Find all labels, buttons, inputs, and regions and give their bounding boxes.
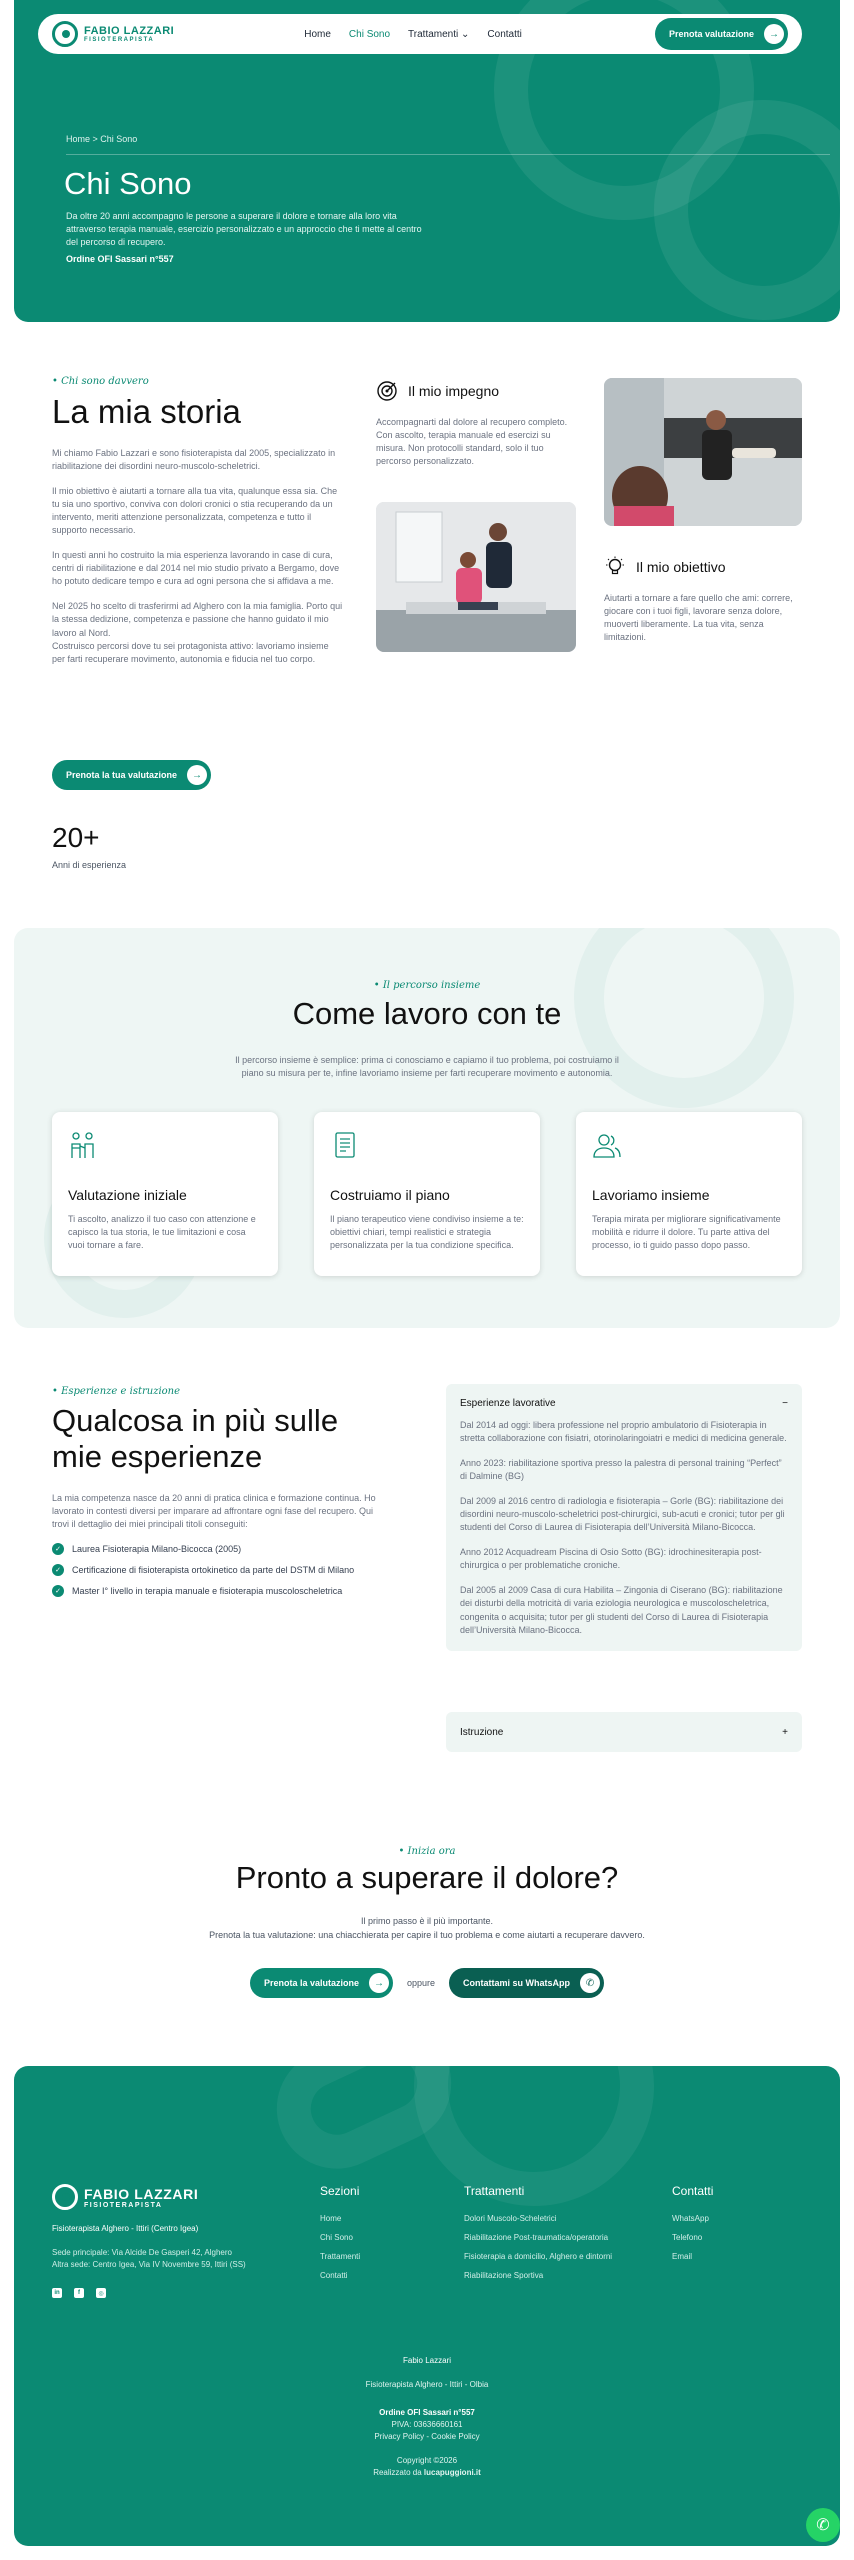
nav-trattamenti-label: Trattamenti (408, 28, 459, 40)
button-label: Prenota la valutazione (263, 1978, 359, 1988)
experience-entry: Anno 2023: riabilitazione sportiva presso la palestra di personal training “Perfect” di Dalmine (BG) (460, 1458, 782, 1482)
footer-link[interactable]: Fisioterapia a domicilio, Alghero e dintorni (464, 2252, 613, 2261)
qualification-item (52, 1543, 382, 1555)
footer-credit (14, 2468, 840, 2477)
logo-name: FABIO LAZZARI (84, 2185, 199, 2202)
experience-description: La mia competenza nasce da 20 anni di pratica clinica e formazione continua. Ho lavorato in contesti diversi per imparare ad affrontare ogni fase del recupero. Qui trovi il dettaglio dei miei principali titoli conseguiti: (52, 1493, 376, 1530)
facebook-icon[interactable]: f (74, 2288, 84, 2298)
book-evaluation-button[interactable] (655, 18, 788, 50)
story-paragraph: Il mio obiettivo è aiutarti a tornare alla tua vita, qualunque essa sia. Che tu sia uno sportivo, conviva con dolori cronici o stia recuperando da un intervento, meriti attenzione personalizzata, competenza e tutto il supporto necessario. (52, 486, 338, 536)
card-title: Costruiamo il piano (330, 1187, 450, 1203)
footer-col-title: Trattamenti (464, 2184, 525, 2198)
logo[interactable] (52, 21, 174, 47)
experience-entry: Dal 2014 ad oggi: libera professione nel proprio ambulatorio di Fisioterapia in stretta collaborazione con fisiatri, otorinolaringoiatri e medici di medicina generale. (460, 1420, 787, 1444)
footer-name: Fabio Lazzari (402, 2356, 452, 2365)
photo-illustration (376, 502, 576, 652)
button-label: Prenota la tua valutazione (66, 770, 178, 780)
experience-entry: Dal 2009 al 2016 centro di radiologia e fisioterapia – Gorle (BG): riabilitazione dei disordini neuro-muscolo-scheletrici post-chirurgici, sub-acuti e cronici; tutor per gli studenti del Corso di Laurea di Fisioterapia dell’Università Milano-Bicocca. (460, 1496, 785, 1533)
commitment-block (376, 380, 576, 468)
logo-subtitle: FISIOTERAPISTA (84, 37, 155, 43)
footer-col-treatments (464, 2184, 612, 2290)
logo-name: FABIO LAZZARI (84, 25, 175, 37)
footer-address-secondary: Altra sede: Centro Igea, Via IV Novembre 59, Ittiri (SS) (52, 2260, 246, 2269)
accordion-work-experience (446, 1384, 802, 1651)
story-eyebrow: • Chi sono davvero (52, 376, 149, 387)
title-line: mie esperienze (52, 1438, 263, 1474)
whatsapp-icon: ✆ (580, 1973, 600, 1993)
footer-tagline: Fisioterapista Alghero - Ittiri (Centro Igea) (52, 2224, 199, 2233)
step-card-evaluation (52, 1112, 278, 1276)
hero-order-number: Ordine OFI Sassari n°557 (66, 254, 174, 264)
experience-section (52, 1386, 382, 1606)
footer-link[interactable]: Chi Sono (320, 2233, 353, 2242)
footer-link[interactable]: Riabilitazione Sportiva (464, 2271, 544, 2280)
goal-block (604, 556, 804, 644)
qualification-text: Certificazione di fisioterapista ortokinetico da parte del DSTM di Milano (72, 1565, 355, 1576)
qualification-item (52, 1585, 382, 1597)
goal-title: Il mio obiettivo (636, 559, 726, 575)
users-icon (592, 1130, 622, 1160)
cta-subtitle-line: Il primo passo è il più importante. (360, 1916, 494, 1926)
whatsapp-contact-button[interactable] (449, 1968, 604, 1998)
cta-subtitle-line: Prenota la tua valutazione: una chiacchierata per capire il tuo problema e come aiutarti a recuperare davvero. (209, 1930, 645, 1941)
stat-value: 20+ (52, 822, 100, 853)
story-paragraph: In questi anni ho costruito la mia esperienza lavorando in case di cura, centri di riabilitazione e dal 2014 nel mio studio privato a Bergamo, dove ho potuto dedicare tempo e cura ad ogni persona che si affidava a me. (52, 550, 340, 587)
footer-link[interactable]: Telefono (672, 2233, 703, 2242)
expand-icon: + (782, 1726, 788, 1738)
story-title: La mia storia (52, 393, 241, 430)
step-card-plan (314, 1112, 540, 1276)
hero-description: Da oltre 20 anni accompagno le persone a superare il dolore e tornare alla loro vita attraverso terapia manuale, esercizio personalizzato e un approccio che ti mette al centro del percorso di recupero. (66, 211, 422, 248)
nav-home[interactable]: Home (304, 28, 331, 40)
logo-subtitle: FISIOTERAPISTA (84, 2201, 163, 2209)
footer-logo[interactable] (52, 2184, 198, 2210)
divider (66, 154, 830, 155)
social-links (52, 2288, 106, 2298)
card-text: Terapia mirata per migliorare significativamente mobilità e ridurre il dolore. Tu parte attiva del processo, io ti guido passo dopo passo. (592, 1214, 781, 1251)
whatsapp-icon: ✆ (816, 2517, 830, 2534)
eyebrow-text: Esperienze e istruzione (61, 1386, 181, 1397)
arrow-right-icon: → (369, 1973, 389, 1993)
qualification-text: Laurea Fisioterapia Milano-Bicocca (2005) (72, 1544, 242, 1555)
accordion-title: Istruzione (460, 1726, 504, 1738)
commitment-title: Il mio impegno (408, 383, 500, 399)
document-icon (330, 1130, 360, 1160)
cta-title: Pronto a superare il dolore? (235, 1860, 619, 1895)
footer-address-main: Sede principale: Via Alcide De Gasperi 42, Alghero (52, 2248, 232, 2257)
button-label: Prenota valutazione (668, 29, 754, 39)
footer-col-title: Contatti (672, 2184, 714, 2198)
logo-icon (52, 21, 78, 47)
cta-buttons (0, 1968, 854, 1998)
therapy-photo-shoulder (376, 502, 576, 652)
nav-trattamenti[interactable] (408, 29, 469, 40)
lightbulb-icon (604, 556, 626, 578)
experience-eyebrow: • Esperienze e istruzione (52, 1386, 181, 1397)
book-your-evaluation-button[interactable] (52, 760, 211, 790)
nav-chi-sono[interactable]: Chi Sono (348, 28, 391, 40)
title-line: Qualcosa in più sulle (52, 1403, 339, 1438)
footer-order: Ordine OFI Sassari n°557 (379, 2408, 475, 2417)
footer-link[interactable]: Contatti (320, 2271, 348, 2280)
logo-icon (52, 2184, 78, 2210)
accordion-education[interactable] (446, 1712, 802, 1752)
qualification-item (52, 1564, 382, 1576)
nav-contatti[interactable]: Contatti (487, 28, 522, 40)
eyebrow-text: Inizia ora (407, 1846, 456, 1857)
footer-link[interactable]: Riabilitazione Post-traumatica/operatoria (464, 2233, 609, 2242)
check-icon: ✓ (52, 1564, 64, 1576)
check-icon: ✓ (52, 1543, 64, 1555)
target-icon (376, 380, 398, 402)
photo-illustration (604, 378, 802, 526)
linkedin-icon[interactable]: in (52, 2288, 62, 2298)
footer-col-sections (320, 2184, 360, 2290)
credit-prefix: Realizzato da (373, 2468, 424, 2477)
cta-eyebrow: • Inizia ora (398, 1846, 456, 1857)
card-title: Lavoriamo insieme (592, 1187, 710, 1203)
credit-link[interactable]: lucapuggioni.it (423, 2468, 481, 2477)
arrow-right-icon: → (187, 765, 207, 785)
footer-role: Fisioterapista Alghero - Ittiri - Olbia (365, 2380, 489, 2389)
experience-title (52, 1403, 382, 1474)
footer-policy-links[interactable]: Privacy Policy - Cookie Policy (374, 2432, 480, 2441)
stat-label: Anni di esperienza (52, 860, 127, 870)
story-paragraph: Costruisco percorsi dove tu sei protagonista attivo: lavoriamo insieme per farti recuperare movimento, autonomia e fiducia nel tuo corpo. (52, 640, 329, 664)
button-label: Contattami su WhatsApp (463, 1978, 571, 1988)
page-title: Chi Sono (64, 166, 192, 201)
footer-vat: PIVA: 03636660161 (391, 2420, 463, 2429)
footer-link[interactable]: Trattamenti (320, 2252, 361, 2261)
whatsapp-floating-button[interactable] (806, 2508, 840, 2542)
footer-link[interactable]: WhatsApp (672, 2214, 709, 2223)
step-card-together (576, 1112, 802, 1276)
experience-entry: Dal 2005 al 2009 Casa di cura Habilita – Zingonia di Ciserano (BG): riabilitazione dei disturbi della motricità di varia eziologia neurologica e muscoloscheletrica, congenita o acquisita; tutor per gli studenti del Corso di Laurea di Fisioterapia dell’Università Milano-Bicocca. (460, 1585, 783, 1635)
accordion-header[interactable] (460, 1398, 788, 1409)
cta-subtitle (0, 1914, 854, 1943)
card-title: Valutazione iniziale (68, 1187, 187, 1203)
accordion-title: Esperienze lavorative (460, 1398, 556, 1409)
qualification-text: Master I° livello in terapia manuale e fisioterapia muscoloscheletrica (72, 1586, 343, 1597)
eyebrow-text: Il percorso insieme (382, 980, 481, 991)
goal-text: Aiutarti a tornare a fare quello che ami: correre, giocare con i tuoi figli, lavorare senza dolore, muoverti liberamente. La tua vita, senza limitazioni. (604, 593, 793, 643)
footer-copyright: Copyright ©2026 (396, 2456, 458, 2465)
footer (14, 2066, 840, 2546)
book-evaluation-cta-button[interactable] (250, 1968, 393, 1998)
card-text: Il piano terapeutico viene condiviso insieme a te: obiettivi chiari, tempi realistici e strategia personalizzata per la tua condizione specifica. (330, 1214, 524, 1251)
people-evaluation-icon (68, 1130, 98, 1160)
story-section (52, 376, 344, 678)
or-separator: oppure (407, 1978, 436, 1988)
footer-col-title: Sezioni (320, 2184, 360, 2198)
footer-link[interactable]: Home (320, 2214, 342, 2223)
method-description: Il percorso insieme è semplice: prima ci conosciamo e capiamo il tuo problema, poi costruiamo il piano su misura per te, infine lavoriamo insieme per farti recuperare movimento e autonomia. (235, 1055, 619, 1079)
breadcrumb[interactable]: Home > Chi Sono (66, 134, 138, 144)
method-eyebrow: • Il percorso insieme (373, 980, 481, 991)
footer-col-contacts (672, 2184, 713, 2271)
card-text: Ti ascolto, analizzo il tuo caso con attenzione e capisco la tua storia, le tue limitazioni e cosa vuoi tornare a fare. (68, 1214, 256, 1251)
commitment-text: Accompagnarti dal dolore al recupero completo. Con ascolto, terapia manuale ed esercizi su misura. Non protocolli standard, solo il tuo percorso personalizzato. (376, 417, 568, 467)
check-icon: ✓ (52, 1585, 64, 1597)
chevron-down-icon: ⌄ (461, 28, 470, 40)
story-paragraph: Mi chiamo Fabio Lazzari e sono fisioterapista dal 2005, specializzato in riabilitazione dei disordini neuro-muscolo-scheletrici. (52, 448, 336, 472)
method-title: Come lavoro con te (292, 996, 562, 1031)
top-navbar (38, 14, 802, 54)
method-section (14, 928, 840, 1328)
main-nav (304, 29, 522, 40)
footer-link[interactable]: Email (672, 2252, 693, 2261)
arrow-right-icon: → (764, 24, 784, 44)
story-paragraph: Nel 2025 ho scelto di trasferirmi ad Alghero con la mia famiglia. Porto qui la stessa dedizione, competenza e passione che hanno guidato il mio lavoro al Nord. (52, 601, 343, 638)
therapy-photo-knee (604, 378, 802, 526)
experience-entry: Anno 2012 Acquadream Piscina di Osio Sotto (BG): idrochinesiterapia post-chirurgica o per problematiche croniche. (460, 1547, 762, 1571)
collapse-icon: − (782, 1398, 788, 1409)
footer-link[interactable]: Dolori Muscolo-Scheletrici (464, 2214, 557, 2223)
instagram-icon[interactable]: ◎ (96, 2288, 106, 2298)
eyebrow-text: Chi sono davvero (61, 376, 149, 387)
